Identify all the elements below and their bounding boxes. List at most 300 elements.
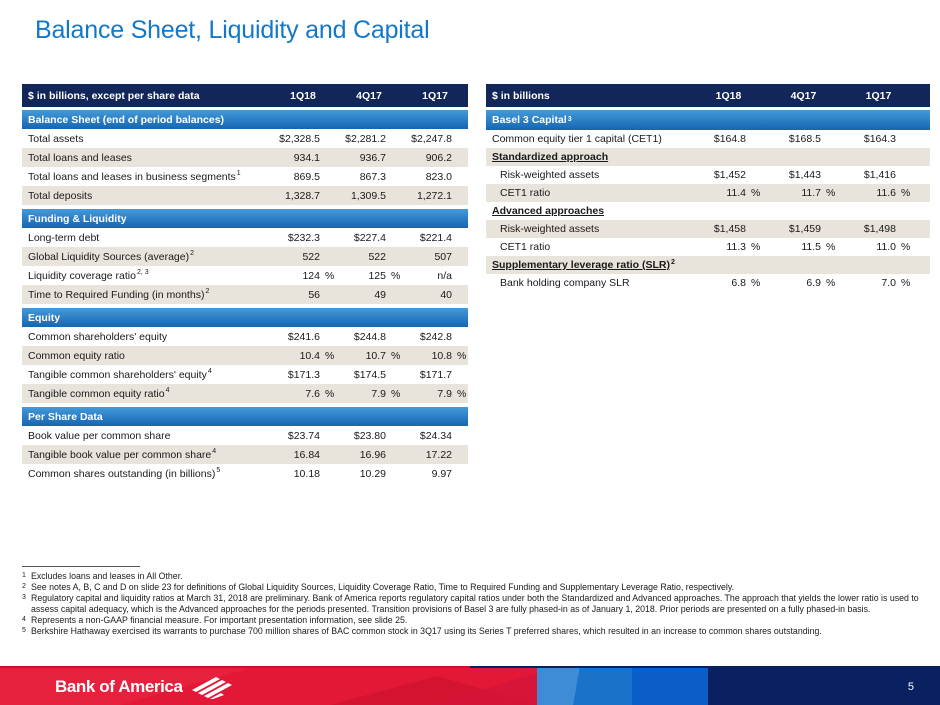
footnote-text: Represents a non-GAAP financial measure. For important presentation information, see slide 25. bbox=[31, 615, 408, 625]
table-row bbox=[486, 220, 930, 238]
column-header: 4Q17 bbox=[790, 89, 817, 102]
value-cell bbox=[336, 251, 402, 263]
value-cell bbox=[402, 350, 468, 362]
cell-value: 934.1 bbox=[293, 151, 320, 164]
row-label: Total deposits bbox=[28, 189, 93, 202]
value-cell bbox=[691, 223, 766, 235]
footer-red-band bbox=[0, 668, 537, 705]
cell-value: 507 bbox=[434, 250, 452, 263]
cell-unit bbox=[320, 133, 336, 145]
cell-value: $244.8 bbox=[353, 330, 386, 343]
cell-value: 522 bbox=[302, 250, 320, 263]
row-label: Time to Required Funding (in months)$^2$ bbox=[28, 288, 210, 301]
cell-unit bbox=[320, 190, 336, 202]
cell-unit bbox=[386, 152, 402, 164]
cell-unit bbox=[746, 169, 766, 181]
cell-unit bbox=[896, 169, 916, 181]
cell-unit bbox=[320, 430, 336, 442]
table-row bbox=[22, 186, 468, 205]
cell-value: $23.80 bbox=[353, 429, 386, 442]
value-cell bbox=[766, 277, 841, 289]
section-title: Per Share Data bbox=[28, 410, 103, 423]
cell-value: 16.96 bbox=[359, 448, 386, 461]
section-header bbox=[22, 209, 468, 228]
footnote-ref: 1 bbox=[236, 170, 241, 177]
table-section bbox=[22, 110, 468, 205]
section-header bbox=[22, 407, 468, 426]
section-title: Equity bbox=[28, 311, 61, 324]
table-header-row bbox=[22, 84, 468, 107]
bank-of-america-logo bbox=[55, 668, 233, 705]
cell-value: 56 bbox=[308, 288, 320, 301]
cell-unit bbox=[386, 331, 402, 343]
cell-value: 17.22 bbox=[425, 448, 452, 461]
cell-unit: % bbox=[826, 187, 836, 199]
footnote-divider bbox=[22, 566, 140, 567]
page-number: 5 bbox=[907, 680, 914, 693]
cell-unit bbox=[452, 430, 468, 442]
value-cell bbox=[270, 232, 336, 244]
table-row bbox=[22, 228, 468, 247]
footer-blue-band-2 bbox=[632, 668, 708, 705]
cell-unit bbox=[320, 449, 336, 461]
page-title: Balance Sheet, Liquidity and Capital bbox=[35, 16, 430, 44]
value-cell bbox=[402, 232, 468, 244]
cell-value: 867.3 bbox=[359, 170, 386, 183]
value-cell bbox=[766, 133, 841, 145]
footnote-marker: 3 bbox=[22, 594, 26, 601]
cell-value: $174.5 bbox=[353, 368, 386, 381]
value-cell bbox=[766, 169, 841, 181]
table-row bbox=[22, 167, 468, 186]
cell-unit: % bbox=[901, 241, 911, 253]
cell-unit bbox=[386, 171, 402, 183]
cell-value: 11.7 bbox=[801, 187, 821, 199]
cell-value: $1,443 bbox=[788, 169, 821, 181]
footnote-marker: 5 bbox=[22, 627, 26, 634]
footnote-ref: 2, 3 bbox=[136, 269, 149, 276]
cell-unit bbox=[452, 232, 468, 244]
value-cell bbox=[336, 232, 402, 244]
cell-unit bbox=[452, 251, 468, 263]
cell-unit bbox=[452, 133, 468, 145]
row-label: Risk-weighted assets bbox=[500, 169, 600, 181]
row-label: CET1 ratio bbox=[500, 187, 551, 199]
cell-value: 7.9 bbox=[437, 387, 452, 400]
value-cell bbox=[402, 133, 468, 145]
value-cell bbox=[336, 289, 402, 301]
cell-unit: % bbox=[751, 187, 761, 199]
cell-unit bbox=[452, 289, 468, 301]
row-label: Tangible book value per common share$^4$ bbox=[28, 448, 217, 461]
table-subsection-row bbox=[486, 148, 930, 166]
value-cell bbox=[270, 449, 336, 461]
cell-unit: % bbox=[457, 349, 467, 362]
footnote bbox=[22, 615, 924, 626]
value-cell bbox=[691, 133, 766, 145]
value-cell bbox=[270, 350, 336, 362]
footnote-text: See notes A, B, C and D on slide 23 for definitions of Global Liquidity Sources, Liquidity Coverage Ratio, Time to Required Funding and Supplementary Leverage Ratio, respectively. bbox=[31, 582, 735, 592]
table-row bbox=[22, 346, 468, 365]
row-label: Global Liquidity Sources (average)$^2$ bbox=[28, 250, 194, 263]
footnote-text: Regulatory capital and liquidity ratios at March 31, 2018 are preliminary. Bank of America reports regulatory capital ratios under both the Standardized and Advanced approaches. The approach that yields the lower ratio is used to assess capital adequacy, which is the Advanced approaches for the periods presented. Transition provisions of Basel 3 are fully phased-in as of January 1, 2018. Prior periods are presented on a fully phased-in basis. bbox=[31, 593, 919, 614]
cell-unit: % bbox=[751, 241, 761, 253]
cell-unit bbox=[386, 251, 402, 263]
cell-value: $1,498 bbox=[863, 223, 896, 235]
cell-unit bbox=[386, 468, 402, 480]
table-row bbox=[486, 166, 930, 184]
value-cell bbox=[402, 171, 468, 183]
row-label: Liquidity coverage ratio$^{2, 3}$ bbox=[28, 269, 149, 282]
row-label: Common shares outstanding (in billions)$^5$ bbox=[28, 467, 221, 480]
footnote-ref: 2 bbox=[670, 258, 675, 266]
value-cell bbox=[270, 133, 336, 145]
table-row bbox=[22, 327, 468, 346]
footnote bbox=[22, 593, 924, 615]
value-cell bbox=[402, 152, 468, 164]
cell-unit bbox=[452, 270, 468, 282]
table-row bbox=[486, 184, 930, 202]
cell-value: 1,272.1 bbox=[416, 189, 452, 202]
cell-value: $1,416 bbox=[863, 169, 896, 181]
cell-value: $2,247.8 bbox=[411, 132, 452, 145]
cell-unit bbox=[746, 223, 766, 235]
row-label: Standardized approach bbox=[492, 151, 609, 163]
cell-value: 869.5 bbox=[293, 170, 320, 183]
value-cell bbox=[270, 331, 336, 343]
cell-unit bbox=[386, 133, 402, 145]
value-cell bbox=[402, 331, 468, 343]
cell-value: 1,309.5 bbox=[350, 189, 386, 202]
cell-value: 125 bbox=[368, 269, 386, 282]
cell-value: $171.3 bbox=[287, 368, 320, 381]
column-header: 1Q17 bbox=[865, 89, 892, 102]
cell-value: 6.9 bbox=[806, 277, 821, 289]
table-row bbox=[22, 384, 468, 403]
cell-value: 7.9 bbox=[371, 387, 386, 400]
cell-unit bbox=[896, 133, 916, 145]
table-subsection-row bbox=[486, 256, 930, 274]
value-cell bbox=[270, 468, 336, 480]
cell-unit: % bbox=[751, 277, 761, 289]
table-section bbox=[22, 209, 468, 304]
cell-unit bbox=[386, 449, 402, 461]
cell-value: 11.4 bbox=[726, 187, 746, 199]
cell-unit bbox=[320, 331, 336, 343]
footnote-text: Berkshire Hathaway exercised its warrants to purchase 700 million shares of BAC common stock in 3Q17 using its Series T preferred shares, which resulted in an increase to common shares outstanding. bbox=[31, 626, 822, 636]
section-title: Balance Sheet (end of period balances) bbox=[28, 113, 225, 126]
cell-unit: % bbox=[391, 387, 401, 400]
value-cell bbox=[402, 270, 468, 282]
row-label: Supplementary leverage ratio (SLR)$^2$ bbox=[492, 258, 675, 271]
table-row bbox=[486, 238, 930, 256]
cell-value: $227.4 bbox=[353, 231, 386, 244]
value-cell bbox=[270, 289, 336, 301]
cell-unit bbox=[452, 190, 468, 202]
cell-value: 11.3 bbox=[726, 241, 746, 253]
cell-unit bbox=[320, 251, 336, 263]
footnote-ref: 2 bbox=[190, 250, 194, 257]
cell-value: 10.18 bbox=[293, 467, 320, 480]
table-row bbox=[22, 445, 468, 464]
cell-value: $164.3 bbox=[863, 133, 896, 145]
cell-value: $221.4 bbox=[419, 231, 452, 244]
table-section bbox=[22, 308, 468, 403]
column-header: 1Q18 bbox=[290, 89, 316, 102]
cell-value: 936.7 bbox=[359, 151, 386, 164]
value-cell bbox=[402, 190, 468, 202]
cell-unit bbox=[386, 289, 402, 301]
cell-unit bbox=[320, 171, 336, 183]
footnote bbox=[22, 626, 924, 637]
value-cell bbox=[402, 289, 468, 301]
cell-unit: % bbox=[901, 277, 911, 289]
footnote-marker: 4 bbox=[22, 616, 26, 623]
value-cell bbox=[841, 241, 916, 253]
cell-value: $242.8 bbox=[419, 330, 452, 343]
brand-name: Bank of America bbox=[55, 676, 183, 696]
cell-unit bbox=[386, 232, 402, 244]
cell-unit bbox=[320, 468, 336, 480]
section-header bbox=[22, 110, 468, 129]
value-cell bbox=[766, 241, 841, 253]
footnote-ref: 2 bbox=[205, 288, 210, 295]
value-cell bbox=[270, 171, 336, 183]
cell-value: 49 bbox=[374, 288, 386, 301]
cell-unit: % bbox=[391, 269, 401, 282]
cell-unit bbox=[386, 430, 402, 442]
cell-unit bbox=[320, 232, 336, 244]
table-caption: $ in billions bbox=[492, 89, 550, 102]
value-cell bbox=[766, 187, 841, 199]
cell-value: $232.3 bbox=[287, 231, 320, 244]
value-cell bbox=[336, 350, 402, 362]
table-row bbox=[22, 266, 468, 285]
row-label: Advanced approaches bbox=[492, 205, 605, 217]
value-cell bbox=[336, 388, 402, 400]
value-cell bbox=[402, 251, 468, 263]
cell-value: $2,328.5 bbox=[279, 132, 320, 145]
row-label: Tangible common shareholders' equity$^4$ bbox=[28, 368, 212, 381]
table-subsection-row bbox=[486, 202, 930, 220]
value-cell bbox=[841, 169, 916, 181]
cell-unit bbox=[320, 369, 336, 381]
cell-unit bbox=[821, 223, 841, 235]
row-label: Bank holding company SLR bbox=[500, 277, 630, 289]
table-row bbox=[22, 129, 468, 148]
table-row bbox=[22, 464, 468, 483]
value-cell bbox=[270, 369, 336, 381]
section-title: Basel 3 Capital bbox=[492, 114, 567, 126]
table-row bbox=[486, 274, 930, 292]
value-cell bbox=[336, 270, 402, 282]
cell-unit bbox=[821, 133, 841, 145]
value-cell bbox=[841, 187, 916, 199]
cell-value: 16.84 bbox=[293, 448, 320, 461]
row-label: Book value per common share bbox=[28, 429, 171, 442]
cell-value: 10.8 bbox=[431, 349, 452, 362]
cell-unit bbox=[452, 331, 468, 343]
row-label: Common shareholders' equity bbox=[28, 330, 168, 343]
footnote-ref: 5 bbox=[216, 467, 221, 474]
cell-value: 40 bbox=[440, 288, 452, 301]
cell-unit bbox=[452, 449, 468, 461]
footer-blue-band-1 bbox=[537, 668, 632, 705]
value-cell bbox=[336, 152, 402, 164]
footnote-marker: 2 bbox=[22, 583, 26, 590]
cell-value: 11.0 bbox=[876, 241, 896, 253]
column-header: 1Q17 bbox=[422, 89, 448, 102]
table-section bbox=[22, 407, 468, 483]
cell-unit bbox=[320, 289, 336, 301]
cell-value: 10.7 bbox=[365, 349, 386, 362]
cell-value: n/a bbox=[437, 269, 452, 282]
cell-value: $1,459 bbox=[788, 223, 821, 235]
value-cell bbox=[270, 152, 336, 164]
row-label: CET1 ratio bbox=[500, 241, 551, 253]
cell-value: $171.7 bbox=[419, 368, 452, 381]
value-cell bbox=[691, 169, 766, 181]
cell-value: 6.8 bbox=[731, 277, 746, 289]
footnote bbox=[22, 582, 924, 593]
cell-unit bbox=[821, 169, 841, 181]
footnote-ref: 4 bbox=[207, 368, 212, 375]
value-cell bbox=[402, 430, 468, 442]
bofa-flagscape-icon bbox=[191, 675, 233, 699]
cell-unit: % bbox=[826, 241, 836, 253]
cell-value: $24.34 bbox=[419, 429, 452, 442]
row-label: Long-term debt bbox=[28, 231, 100, 244]
balance-sheet-table bbox=[22, 84, 468, 483]
row-label: Total loans and leases bbox=[28, 151, 132, 164]
cell-value: 7.6 bbox=[305, 387, 320, 400]
table-row bbox=[22, 365, 468, 384]
table-section bbox=[486, 110, 930, 292]
footnote-marker: 1 bbox=[22, 572, 26, 579]
cell-value: 10.29 bbox=[359, 467, 386, 480]
cell-value: 522 bbox=[368, 250, 386, 263]
cell-value: $241.6 bbox=[287, 330, 320, 343]
table-row bbox=[22, 148, 468, 167]
cell-unit: % bbox=[901, 187, 911, 199]
value-cell bbox=[336, 331, 402, 343]
value-cell bbox=[841, 223, 916, 235]
cell-unit bbox=[896, 223, 916, 235]
footer bbox=[0, 668, 940, 705]
value-cell bbox=[336, 369, 402, 381]
table-caption: $ in billions, except per share data bbox=[28, 89, 200, 102]
value-cell bbox=[336, 449, 402, 461]
footnote-ref: 4 bbox=[165, 387, 170, 394]
row-label: Total assets bbox=[28, 132, 84, 145]
value-cell bbox=[336, 171, 402, 183]
column-header: 4Q17 bbox=[356, 89, 382, 102]
cell-unit bbox=[386, 190, 402, 202]
cell-value: 9.97 bbox=[431, 467, 452, 480]
row-label: Common equity ratio bbox=[28, 349, 125, 362]
value-cell bbox=[402, 369, 468, 381]
value-cell bbox=[336, 190, 402, 202]
cell-unit: % bbox=[826, 277, 836, 289]
value-cell bbox=[336, 468, 402, 480]
cell-value: 11.6 bbox=[876, 187, 896, 199]
table-row bbox=[22, 247, 468, 266]
value-cell bbox=[691, 277, 766, 289]
cell-value: 10.4 bbox=[299, 349, 320, 362]
value-cell bbox=[402, 388, 468, 400]
row-label: Common equity tier 1 capital (CET1) bbox=[492, 133, 662, 145]
value-cell bbox=[270, 190, 336, 202]
value-cell bbox=[766, 223, 841, 235]
value-cell bbox=[336, 430, 402, 442]
value-cell bbox=[691, 241, 766, 253]
value-cell bbox=[841, 133, 916, 145]
footnote bbox=[22, 571, 924, 582]
value-cell bbox=[270, 270, 336, 282]
value-cell bbox=[402, 449, 468, 461]
cell-unit bbox=[452, 152, 468, 164]
cell-value: $2,281.2 bbox=[345, 132, 386, 145]
cell-unit: % bbox=[325, 387, 335, 400]
footer-navy-band bbox=[708, 668, 940, 705]
cell-unit bbox=[746, 133, 766, 145]
cell-value: 823.0 bbox=[425, 170, 452, 183]
column-header: 1Q18 bbox=[715, 89, 742, 102]
cell-unit: % bbox=[391, 349, 401, 362]
cell-unit bbox=[452, 468, 468, 480]
row-label: Total loans and leases in business segments$^1$ bbox=[28, 170, 241, 183]
footnote-text: Excludes loans and leases in All Other. bbox=[31, 571, 183, 581]
cell-value: $164.8 bbox=[713, 133, 746, 145]
section-title: Funding & Liquidity bbox=[28, 212, 127, 225]
value-cell bbox=[336, 133, 402, 145]
footnote-ref: 4 bbox=[212, 448, 217, 455]
cell-value: 7.0 bbox=[881, 277, 896, 289]
cell-value: 11.5 bbox=[801, 241, 821, 253]
cell-value: 1,328.7 bbox=[284, 189, 320, 202]
table-row bbox=[22, 285, 468, 304]
cell-value: 124 bbox=[302, 269, 320, 282]
cell-value: $1,458 bbox=[713, 223, 746, 235]
cell-value: $1,452 bbox=[713, 169, 746, 181]
cell-unit: % bbox=[457, 387, 467, 400]
value-cell bbox=[270, 388, 336, 400]
value-cell bbox=[402, 468, 468, 480]
cell-value: $23.74 bbox=[287, 429, 320, 442]
value-cell bbox=[270, 251, 336, 263]
cell-unit bbox=[320, 152, 336, 164]
table-row bbox=[22, 426, 468, 445]
value-cell bbox=[691, 187, 766, 199]
row-label: Risk-weighted assets bbox=[500, 223, 600, 235]
table-header-row bbox=[486, 84, 930, 107]
footnotes bbox=[22, 571, 924, 637]
table-row bbox=[486, 130, 930, 148]
cell-unit: % bbox=[325, 349, 335, 362]
cell-unit bbox=[452, 171, 468, 183]
cell-unit bbox=[386, 369, 402, 381]
value-cell bbox=[270, 430, 336, 442]
cell-unit: % bbox=[325, 269, 335, 282]
value-cell bbox=[841, 277, 916, 289]
capital-table bbox=[486, 84, 930, 292]
cell-unit bbox=[452, 369, 468, 381]
section-header bbox=[22, 308, 468, 327]
row-label: Tangible common equity ratio$^4$ bbox=[28, 387, 170, 400]
cell-value: $168.5 bbox=[788, 133, 821, 145]
cell-value: 906.2 bbox=[425, 151, 452, 164]
section-header: Basel 3 Capital 3 bbox=[486, 110, 930, 130]
